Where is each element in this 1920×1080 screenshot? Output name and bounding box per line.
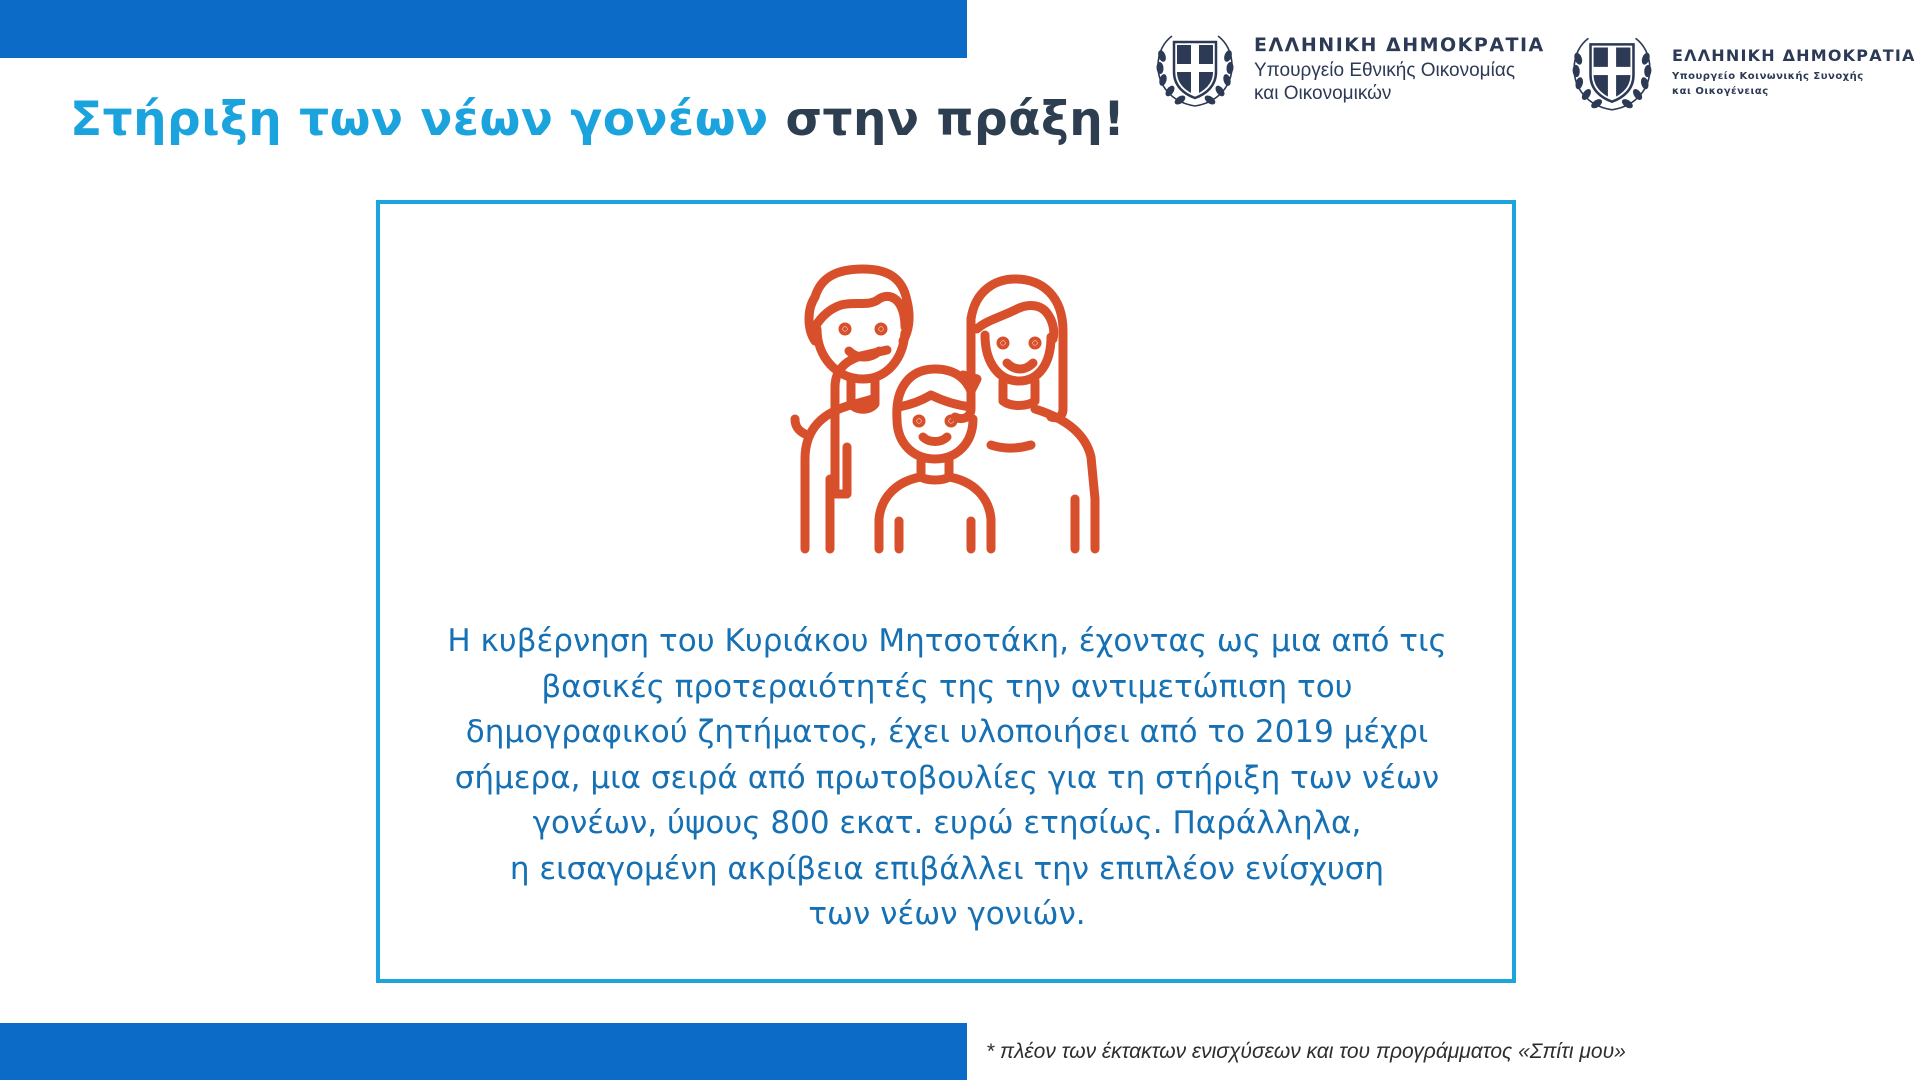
page-title-highlight: Στήριξη των νέων γονέων (70, 92, 769, 147)
top-accent-bar (0, 0, 967, 58)
ministry-logo-economy (1152, 26, 1545, 112)
family-icon (785, 259, 1115, 559)
page-title-rest: στην πράξη! (768, 92, 1126, 147)
ministry-name: Υπουργείο Κοινωνικής Συνοχής και Οικογένειας (1672, 70, 1864, 97)
page-title (70, 92, 1125, 147)
footnote: * πλέον των έκτακτων ενισχύσεων και του προγράμματος «Σπίτι μου» (986, 1040, 1626, 1063)
greek-emblem-icon (1568, 28, 1656, 116)
body-paragraph: Η κυβέρνηση του Κυριάκου Μητσοτάκη, έχοντας ως μια από τις βασικές προτεραιότητές της την αντιμετώπιση του δημογραφικού ζητήματος, έχει υλοποιήσει από το 2019 μέχρι σήμερα, μια σειρά από πρωτοβουλίες για τη στήριξη των νέων γονέων, ύψους 800 εκατ. ευρώ ετησίως. Παράλληλα, η εισαγομένη ακρίβεια επιβάλλει την επιπλέον ενίσχυση των νέων γονιών. (447, 623, 1447, 932)
logo-heading: ΕΛΛΗΝΙΚΗ ΔΗΜΟΚΡΑΤΙΑ (1672, 45, 1916, 65)
logo-heading: ΕΛΛΗΝΙΚΗ ΔΗΜΟΚΡΑΤΙΑ (1254, 33, 1545, 56)
ministry-name: Υπουργείο Εθνικής Οικονομίας και Οικονομικών (1254, 59, 1515, 104)
content-frame (376, 200, 1516, 983)
ministry-logo-family (1568, 28, 1916, 116)
bottom-accent-bar (0, 1023, 967, 1080)
greek-emblem-icon (1152, 26, 1238, 112)
